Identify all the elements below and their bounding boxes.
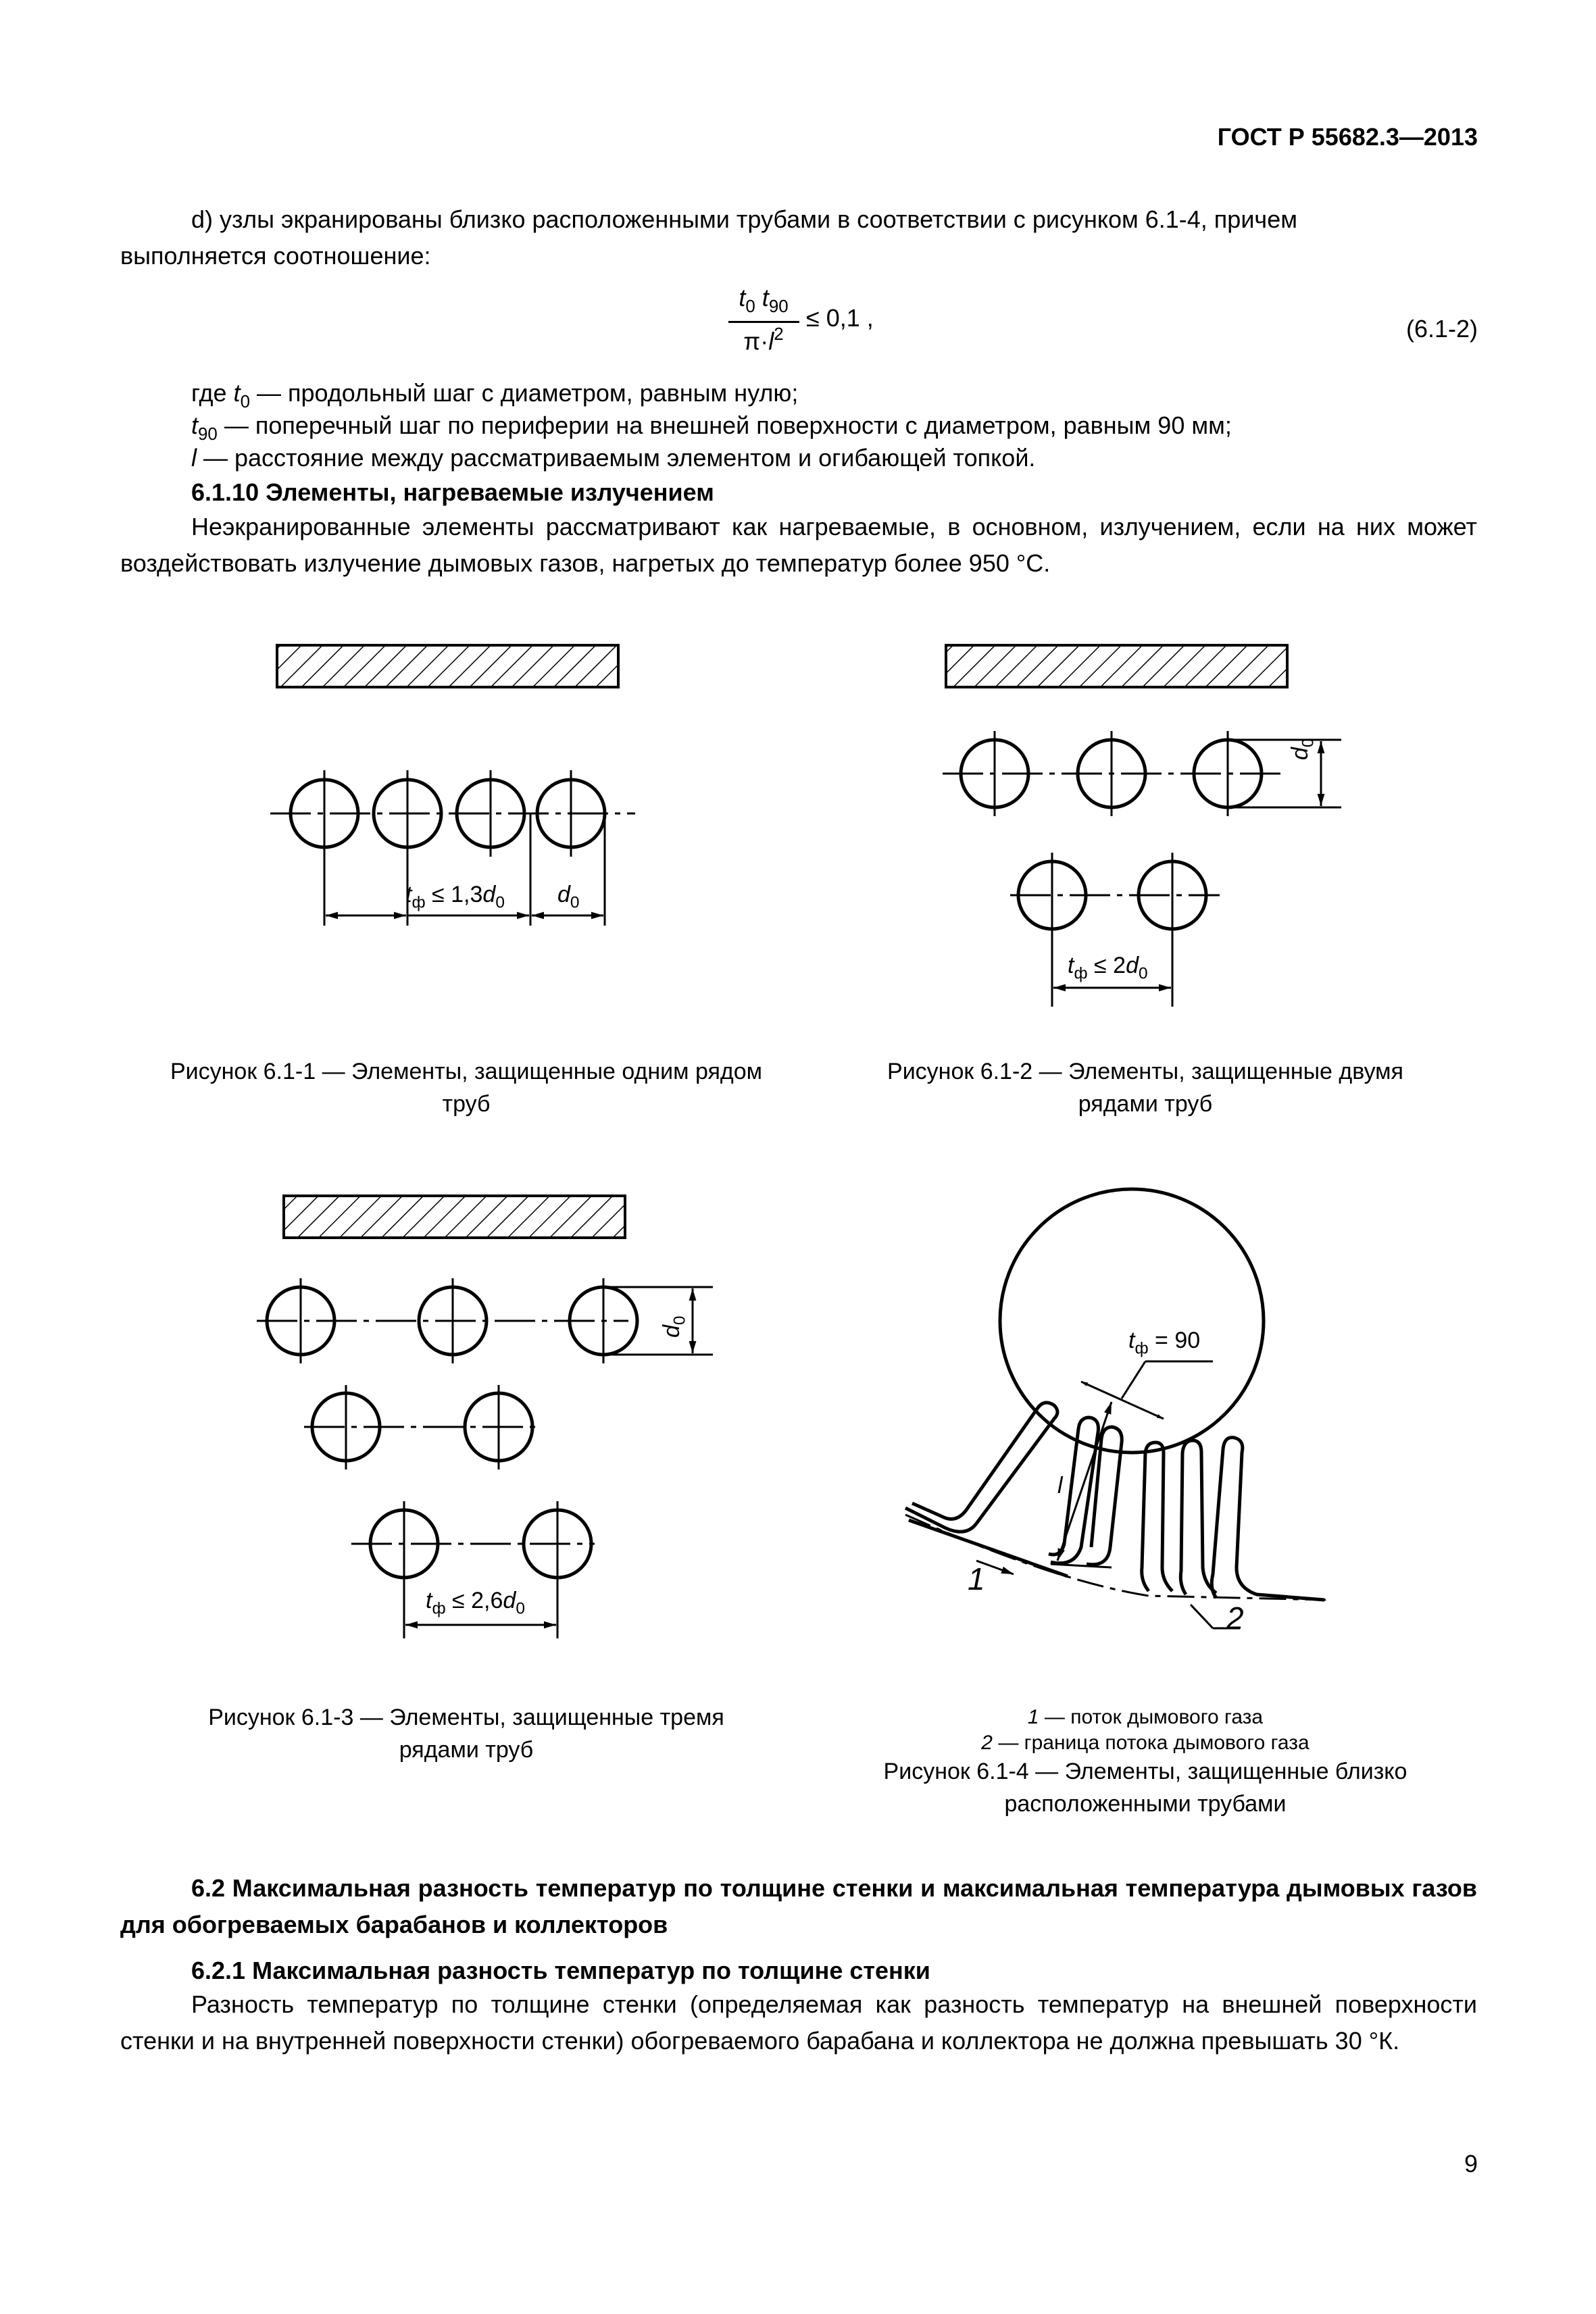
formula-number: (6.1-2) — [1405, 315, 1478, 343]
formula-rhs: ≤ 0,1 , — [806, 304, 874, 332]
fig1-dim-diam-label: $d_0$ — [557, 882, 580, 912]
fig3-dim-diam-label: $d_0$ — [659, 1315, 689, 1338]
fig4-caption: Рисунок 6.1-4 — Элементы, защищенные близко расположенными трубами — [883, 1759, 1407, 1817]
formula-numerator: $t_0$ $t_{90}$ — [739, 284, 789, 317]
fig3-caption: Рисунок 6.1-3 — Элементы, защищенные тремя рядами труб — [208, 1705, 724, 1763]
where-line-t0: где $t_0$ — продольный шаг с диаметром, равным нулю; — [191, 379, 799, 412]
where-line-l: l — расстояние между рассматриваемым элементом и огибающей топкой. — [191, 444, 1036, 472]
drum — [1000, 1189, 1264, 1453]
fig4-label-1: 1 — [968, 1561, 985, 1596]
wall-hatch — [946, 645, 1287, 687]
fig2-dim-pitch-label: $t_ф \le 2d_0$ — [1068, 953, 1148, 983]
fig2-dim-diam-label: $d_0$ — [1287, 738, 1318, 760]
item-d-line1: d) узлы экранированы близко расположенными трубами в соответствии с рисунком 6.1-4, причем — [191, 205, 1297, 233]
fig3-dim-pitch-label: $t_ф \le 2,6d_0$ — [426, 1588, 525, 1618]
where-line-t90: $t_{90}$ — поперечный шаг по периферии на внешней поверхности с диаметром, равным 90 мм; — [191, 411, 1232, 445]
item-d-line2: выполняется соотношение: — [120, 242, 431, 270]
standard-number: ГОСТ Р 55682.3—2013 — [1217, 123, 1478, 151]
dim-ext-l — [1051, 1564, 1112, 1567]
fig4-legend-1: 1 — поток дымового газа — [1027, 1706, 1264, 1728]
fig2-caption: Рисунок 6.1-2 — Элементы, защищенные двумя рядами труб — [887, 1059, 1403, 1117]
section-6-1-10-title: 6.1.10 Элементы, нагреваемые излучением — [191, 478, 714, 506]
figure-6-1-3 — [257, 1196, 713, 1638]
fig1-caption: Рисунок 6.1-1 — Элементы, защищенные одним рядом труб — [170, 1059, 763, 1117]
section-6-2-title: 6.2 Максимальная разность температур по толщине стенки и максимальная температура дымовых газов для обогреваемых барабанов и коллекторов — [120, 1874, 1477, 1938]
leader-label-2 — [1191, 1605, 1213, 1628]
formula-denominator: $\pi\cdot l^2$ — [743, 325, 784, 355]
fig4-dim-l-label: l — [1057, 1473, 1063, 1499]
fig4-dim-pitch-label: $t_ф = 90$ — [1128, 1328, 1201, 1358]
fig4-legend-2: 2 — граница потока дымового газа — [981, 1732, 1310, 1754]
section-6-1-10-text: Неэкранированные элементы рассматривают как нагреваемые, в основном, излучением, если на них может воздействовать излучение дымовых газов, нагретых до температур более 950 °С. — [120, 513, 1477, 577]
wall-hatch — [284, 1196, 625, 1238]
section-6-2-1-text: Разность температур по толщине стенки (определяемая как разность температур на внешней поверхности стенки и на внутренней поверхности стенки) обогреваемого барабана и коллектора не должна превышать 30 °К. — [120, 1990, 1477, 2055]
page-number: 9 — [1464, 2150, 1478, 2178]
fig1-dim-pitch-label: $t_ф \le 1,3d_0$ — [405, 882, 505, 912]
fig4-label-2: 2 — [1226, 1601, 1244, 1636]
wall-hatch — [277, 645, 618, 687]
section-6-2-1-title: 6.2.1 Максимальная разность температур по толщине стенки — [191, 1957, 930, 1984]
